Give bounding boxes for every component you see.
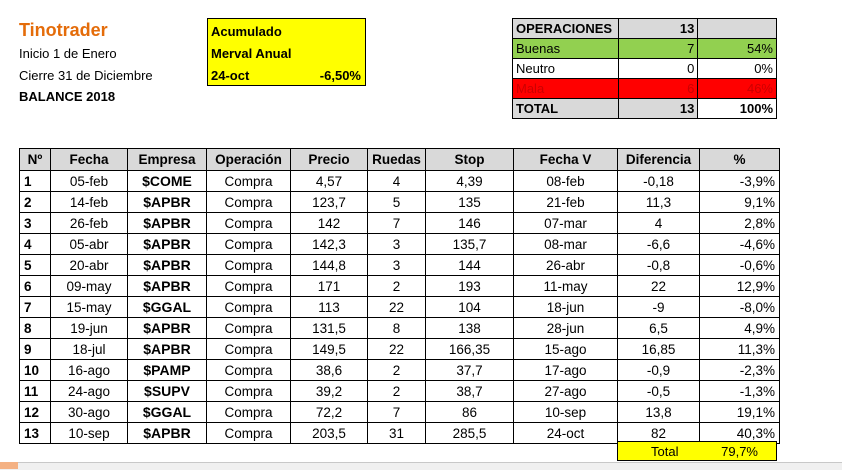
balance-title: BALANCE 2018: [19, 89, 116, 104]
cell-stop[interactable]: 285,5: [426, 423, 514, 444]
cell-stop[interactable]: 135,7: [426, 234, 514, 255]
cell-operacion[interactable]: Compra: [207, 402, 291, 423]
ops-cell-label[interactable]: TOTAL: [513, 99, 619, 119]
app-title: Tinotrader: [19, 20, 108, 40]
table-row: [20, 192, 780, 213]
cell-precio[interactable]: 39,2: [291, 381, 368, 402]
cell-fecha[interactable]: 05-feb: [51, 171, 128, 192]
acumulado-date: 24-oct: [211, 68, 250, 83]
cell-porcentaje[interactable]: 11,3%: [700, 339, 780, 360]
cell-porcentaje[interactable]: -1,3%: [700, 381, 780, 402]
cell-stop[interactable]: 144: [426, 255, 514, 276]
cell-fecha-v[interactable]: 18-jun: [514, 297, 618, 318]
cell-fecha-v[interactable]: 17-ago: [514, 360, 618, 381]
cell-operacion[interactable]: Compra: [207, 318, 291, 339]
cell-ruedas[interactable]: 31: [368, 423, 426, 444]
cell-numero[interactable]: 6: [20, 276, 51, 297]
cell-diferencia[interactable]: -0,8: [618, 255, 700, 276]
table-row: [20, 234, 780, 255]
sheet-tab-marker[interactable]: [0, 462, 18, 469]
cell-empresa[interactable]: $COME: [128, 171, 207, 192]
table-row: [20, 402, 780, 423]
cell-diferencia[interactable]: 6,5: [618, 318, 700, 339]
column-header-porcentaje[interactable]: %: [700, 149, 780, 171]
trades-table: [19, 148, 780, 444]
cell-empresa[interactable]: $APBR: [128, 339, 207, 360]
ops-cell-pct[interactable]: 46%: [698, 79, 777, 99]
cell-fecha-v[interactable]: 27-ago: [514, 381, 618, 402]
total-label: Total: [651, 444, 679, 459]
ops-cell-count[interactable]: 0: [618, 59, 697, 79]
cell-precio[interactable]: 171: [291, 276, 368, 297]
cell-numero[interactable]: 12: [20, 402, 51, 423]
cell-fecha-v[interactable]: 11-may: [514, 276, 618, 297]
cell-numero[interactable]: 10: [20, 360, 51, 381]
cell-empresa[interactable]: $PAMP: [128, 360, 207, 381]
column-header-ruedas[interactable]: Ruedas: [368, 149, 426, 171]
cell-operacion[interactable]: Compra: [207, 381, 291, 402]
cell-ruedas[interactable]: 5: [368, 192, 426, 213]
cell-operacion[interactable]: Compra: [207, 213, 291, 234]
cell-numero[interactable]: 9: [20, 339, 51, 360]
column-header-empresa[interactable]: Empresa: [128, 149, 207, 171]
table-row: [20, 297, 780, 318]
cell-numero[interactable]: 2: [20, 192, 51, 213]
cell-porcentaje[interactable]: -2,3%: [700, 360, 780, 381]
cell-diferencia[interactable]: -9: [618, 297, 700, 318]
cell-fecha[interactable]: 26-feb: [51, 213, 128, 234]
cell-fecha[interactable]: 18-jul: [51, 339, 128, 360]
column-header-numero[interactable]: Nº: [20, 149, 51, 171]
operations-summary-table: [512, 18, 777, 119]
cell-diferencia[interactable]: 11,3: [618, 192, 700, 213]
cell-precio[interactable]: 203,5: [291, 423, 368, 444]
cell-fecha-v[interactable]: 07-mar: [514, 213, 618, 234]
cell-fecha-v[interactable]: 24-oct: [514, 423, 618, 444]
cell-numero[interactable]: 4: [20, 234, 51, 255]
cell-empresa[interactable]: $GGAL: [128, 402, 207, 423]
cell-diferencia[interactable]: -0,9: [618, 360, 700, 381]
cell-precio[interactable]: 123,7: [291, 192, 368, 213]
cell-empresa[interactable]: $APBR: [128, 318, 207, 339]
table-row: [20, 339, 780, 360]
cell-porcentaje[interactable]: 2,8%: [700, 213, 780, 234]
cell-stop[interactable]: 86: [426, 402, 514, 423]
cell-operacion[interactable]: Compra: [207, 297, 291, 318]
cell-numero[interactable]: 5: [20, 255, 51, 276]
cell-empresa[interactable]: $APBR: [128, 276, 207, 297]
cell-operacion[interactable]: Compra: [207, 423, 291, 444]
cell-fecha[interactable]: 09-may: [51, 276, 128, 297]
cell-porcentaje[interactable]: -8,0%: [700, 297, 780, 318]
cell-diferencia[interactable]: 4: [618, 213, 700, 234]
column-header-operacion[interactable]: Operación: [207, 149, 291, 171]
end-date-text: Cierre 31 de Diciembre: [19, 68, 153, 83]
cell-numero[interactable]: 8: [20, 318, 51, 339]
cell-fecha[interactable]: 20-abr: [51, 255, 128, 276]
cell-operacion[interactable]: Compra: [207, 276, 291, 297]
cell-ruedas[interactable]: 2: [368, 360, 426, 381]
cell-precio[interactable]: 113: [291, 297, 368, 318]
ops-row-operaciones: [513, 19, 777, 39]
cell-ruedas[interactable]: 7: [368, 402, 426, 423]
cell-ruedas[interactable]: 8: [368, 318, 426, 339]
ops-cell-pct[interactable]: [698, 19, 777, 39]
total-value: 79,7%: [721, 444, 758, 459]
cell-diferencia[interactable]: 16,85: [618, 339, 700, 360]
acumulado-label: Acumulado: [211, 24, 282, 39]
ops-row-buenas: [513, 39, 777, 59]
ops-row-mala: [513, 79, 777, 99]
cell-stop[interactable]: 193: [426, 276, 514, 297]
cell-empresa[interactable]: $SUPV: [128, 381, 207, 402]
cell-empresa[interactable]: $APBR: [128, 192, 207, 213]
cell-ruedas[interactable]: 2: [368, 276, 426, 297]
cell-porcentaje[interactable]: 40,3%: [700, 423, 780, 444]
column-header-precio[interactable]: Precio: [291, 149, 368, 171]
cell-empresa[interactable]: $APBR: [128, 423, 207, 444]
column-header-fecha[interactable]: Fecha: [51, 149, 128, 171]
table-row: [20, 276, 780, 297]
cell-precio[interactable]: 72,2: [291, 402, 368, 423]
cell-diferencia[interactable]: 22: [618, 276, 700, 297]
cell-fecha-v[interactable]: 08-feb: [514, 171, 618, 192]
ops-cell-label[interactable]: Buenas: [513, 39, 619, 59]
cell-precio[interactable]: 144,8: [291, 255, 368, 276]
cell-diferencia[interactable]: -6,6: [618, 234, 700, 255]
ops-cell-label[interactable]: OPERACIONES: [513, 19, 619, 39]
cell-porcentaje[interactable]: -4,6%: [700, 234, 780, 255]
cell-operacion[interactable]: Compra: [207, 192, 291, 213]
cell-empresa[interactable]: $APBR: [128, 234, 207, 255]
cell-numero[interactable]: 13: [20, 423, 51, 444]
cell-operacion[interactable]: Compra: [207, 234, 291, 255]
cell-porcentaje[interactable]: 4,9%: [700, 318, 780, 339]
cell-ruedas[interactable]: 2: [368, 381, 426, 402]
cell-operacion[interactable]: Compra: [207, 255, 291, 276]
acumulado-value: -6,50%: [319, 68, 361, 83]
cell-porcentaje[interactable]: -3,9%: [700, 171, 780, 192]
ops-cell-pct[interactable]: 54%: [698, 39, 777, 59]
cell-fecha[interactable]: 16-ago: [51, 360, 128, 381]
cell-fecha-v[interactable]: 15-ago: [514, 339, 618, 360]
cell-fecha-v[interactable]: 28-jun: [514, 318, 618, 339]
cell-numero[interactable]: 7: [20, 297, 51, 318]
ops-cell-label[interactable]: Neutro: [513, 59, 619, 79]
ops-cell-count[interactable]: 13: [618, 19, 697, 39]
cell-fecha-v[interactable]: 10-sep: [514, 402, 618, 423]
cell-precio[interactable]: 142: [291, 213, 368, 234]
cell-porcentaje[interactable]: -0,6%: [700, 255, 780, 276]
cell-empresa[interactable]: $GGAL: [128, 297, 207, 318]
cell-ruedas[interactable]: 3: [368, 234, 426, 255]
cell-stop[interactable]: 4,39: [426, 171, 514, 192]
merval-label: Merval Anual: [211, 46, 292, 61]
cell-stop[interactable]: 138: [426, 318, 514, 339]
column-header-stop[interactable]: Stop: [426, 149, 514, 171]
cell-numero[interactable]: 3: [20, 213, 51, 234]
cell-precio[interactable]: 149,5: [291, 339, 368, 360]
cell-ruedas[interactable]: 22: [368, 339, 426, 360]
start-date-text: Inicio 1 de Enero: [19, 46, 117, 61]
cell-fecha-v[interactable]: 26-abr: [514, 255, 618, 276]
table-row: [20, 213, 780, 234]
ops-row-neutro: [513, 59, 777, 79]
cell-stop[interactable]: 38,7: [426, 381, 514, 402]
cell-fecha-v[interactable]: 08-mar: [514, 234, 618, 255]
cell-ruedas[interactable]: 4: [368, 171, 426, 192]
cell-porcentaje[interactable]: 9,1%: [700, 192, 780, 213]
cell-fecha[interactable]: 19-jun: [51, 318, 128, 339]
cell-fecha[interactable]: 15-may: [51, 297, 128, 318]
cell-empresa[interactable]: $APBR: [128, 255, 207, 276]
cell-precio[interactable]: 4,57: [291, 171, 368, 192]
table-row: [20, 171, 780, 192]
cell-fecha[interactable]: 14-feb: [51, 192, 128, 213]
cell-numero[interactable]: 1: [20, 171, 51, 192]
cell-operacion[interactable]: Compra: [207, 339, 291, 360]
cell-ruedas[interactable]: 7: [368, 213, 426, 234]
cell-stop[interactable]: 166,35: [426, 339, 514, 360]
table-row: [20, 381, 780, 402]
acumulado-box[interactable]: [207, 18, 366, 86]
ops-cell-count[interactable]: 13: [618, 99, 697, 119]
cell-fecha-v[interactable]: 21-feb: [514, 192, 618, 213]
cell-stop[interactable]: 146: [426, 213, 514, 234]
cell-precio[interactable]: 131,5: [291, 318, 368, 339]
cell-fecha[interactable]: 24-ago: [51, 381, 128, 402]
cell-porcentaje[interactable]: 12,9%: [700, 276, 780, 297]
cell-stop[interactable]: 135: [426, 192, 514, 213]
cell-numero[interactable]: 11: [20, 381, 51, 402]
table-row: [20, 255, 780, 276]
cell-porcentaje[interactable]: 19,1%: [700, 402, 780, 423]
cell-operacion[interactable]: Compra: [207, 360, 291, 381]
cell-fecha[interactable]: 30-ago: [51, 402, 128, 423]
cell-operacion[interactable]: Compra: [207, 171, 291, 192]
ops-cell-count[interactable]: 7: [618, 39, 697, 59]
cell-fecha[interactable]: 10-sep: [51, 423, 128, 444]
ops-cell-pct[interactable]: 100%: [698, 99, 777, 119]
cell-diferencia[interactable]: -0,18: [618, 171, 700, 192]
cell-stop[interactable]: 104: [426, 297, 514, 318]
cell-empresa[interactable]: $APBR: [128, 213, 207, 234]
ops-cell-count[interactable]: 6: [618, 79, 697, 99]
ops-cell-pct[interactable]: 0%: [698, 59, 777, 79]
cell-ruedas[interactable]: 3: [368, 255, 426, 276]
ops-cell-label[interactable]: Mala: [513, 79, 619, 99]
total-box[interactable]: [617, 441, 777, 461]
cell-diferencia[interactable]: 13,8: [618, 402, 700, 423]
column-header-diferencia[interactable]: Diferencia: [618, 149, 700, 171]
cell-precio[interactable]: 38,6: [291, 360, 368, 381]
cell-diferencia[interactable]: -0,5: [618, 381, 700, 402]
cell-stop[interactable]: 37,7: [426, 360, 514, 381]
table-row: [20, 318, 780, 339]
cell-fecha[interactable]: 05-abr: [51, 234, 128, 255]
cell-precio[interactable]: 142,3: [291, 234, 368, 255]
ops-row-total: [513, 99, 777, 119]
cell-diferencia[interactable]: 82: [618, 423, 700, 444]
table-row: [20, 360, 780, 381]
cell-ruedas[interactable]: 22: [368, 297, 426, 318]
column-header-fecha-v[interactable]: Fecha V: [514, 149, 618, 171]
